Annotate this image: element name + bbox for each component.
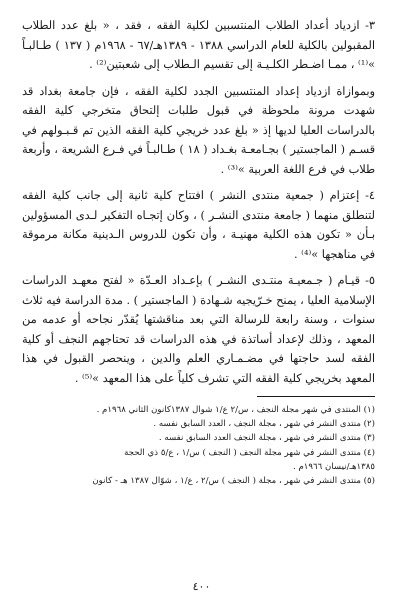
- paragraph-3: ٣- ازدياد أعداد الطلاب المنتسبين لكلية الفقه ، فقد ، « بلغ عدد الطلاب المقبولين بالكلية للعام الدراسي ١٣٨٨ - ١٣٨٩هـ/٦٧ - ١٩٦٨م ( ١٣٧ ) طـالبـاً »⁽¹⁾ ، ممـا اضـطر الكلـيـة إلى تقسيم الـطلاب إلى شعبتين⁽²⁾ .: [22, 19, 375, 71]
- footnote-4-continued: ١٣٨٥هـ/نيسان ١٩٦٦م .: [293, 461, 375, 472]
- footnote-5: (٥) منتدى النشر في شهر ، مجلة ( النجف ) س/٢ ، ع/١ ، شوّال ١٣٨٧ هـ - كانون: [92, 476, 375, 487]
- footnote-2: (٢) منتدى النشر في شهر ، مجلة النجف ، العدد السابق نفسه .: [153, 419, 375, 430]
- footnote-4: (٤) منتدى النشر في شهر مجلة النجف ( النجف ) س/١ ، ع/٥ ذي الحجة: [124, 447, 375, 458]
- footnotes: [22, 403, 375, 488]
- footnote-3: (٣) منتدى النشر في شهر ، مجلة النجف العدد السابق نفسه .: [158, 433, 375, 444]
- page-number: ٤٠٠: [192, 580, 211, 593]
- paragraph-5: ٥- قيـام ( جـمعيـة منتـدى النشـر ) بإعـداد العـدّة « لفتح معهـد الدراسات الإسلامية العليا ، يمنح خـرّيجيه شـهادة ( الماجستير ) . مدة الدراسة فيه ثلاث سنوات ، وسنة رابعة للرسالة التي بعد مناقشتها يُقدّر نجاحه أو عدمه من المعهد ، وذلك لإعداد أساتذة في هذه الدراسات قد تحتاجهم النجف أو كلية الفقه لسد حاجتها في مضـمـاري العلم والدين ، وينحصر القبول في هذا المعهد بخريجي كلية الفقه التي تشرف كلياً على هذا المعهد »⁽⁵⁾ .: [22, 274, 375, 385]
- paragraph-continuation: وبموازاة ازدياد إعداد المنتسبين الجدد لكلية الفقه ، فإن جامعة بغداد قد شهدت مرونة ملحوظة في قبول طلبات إلتحاق متخرجي كلية الفقه بالدراسات العليا لديها إذ « بلغ عدد خريجي كلية الفقه الذين تم قـبـولهم في قسـم ( الماجستير ) بجـامعـة بغـداد ( ١٨ ) طـالبـاً في فـرع الشريعة ، وأربعة طلاب في فرع اللغة العربية »⁽³⁾ .: [22, 84, 375, 176]
- paragraph-4: ٤- إعتزام ( جمعية منتدى النشر ) افتتاح كلية ثانية إلى جانب كلية الفقه لتنطلق منهما ( جامعة منتدى النشـر ) ، وكان إتجـاه التفكير لـدى المسؤولين بـأن « تكون هذه الكلية مهنيـة ، وأن تكون للدروس الـدينية مكانة مرموقة في مناهجها »⁽⁴⁾ .: [22, 189, 375, 261]
- footnote-1: (١) المنتدى في شهر مجلة النجف ، س/٢ ع/١ شوال ١٣٨٧كانون الثاني ١٩٦٨م .: [96, 405, 375, 415]
- body-text: [22, 16, 375, 388]
- footnote-divider: [257, 396, 375, 397]
